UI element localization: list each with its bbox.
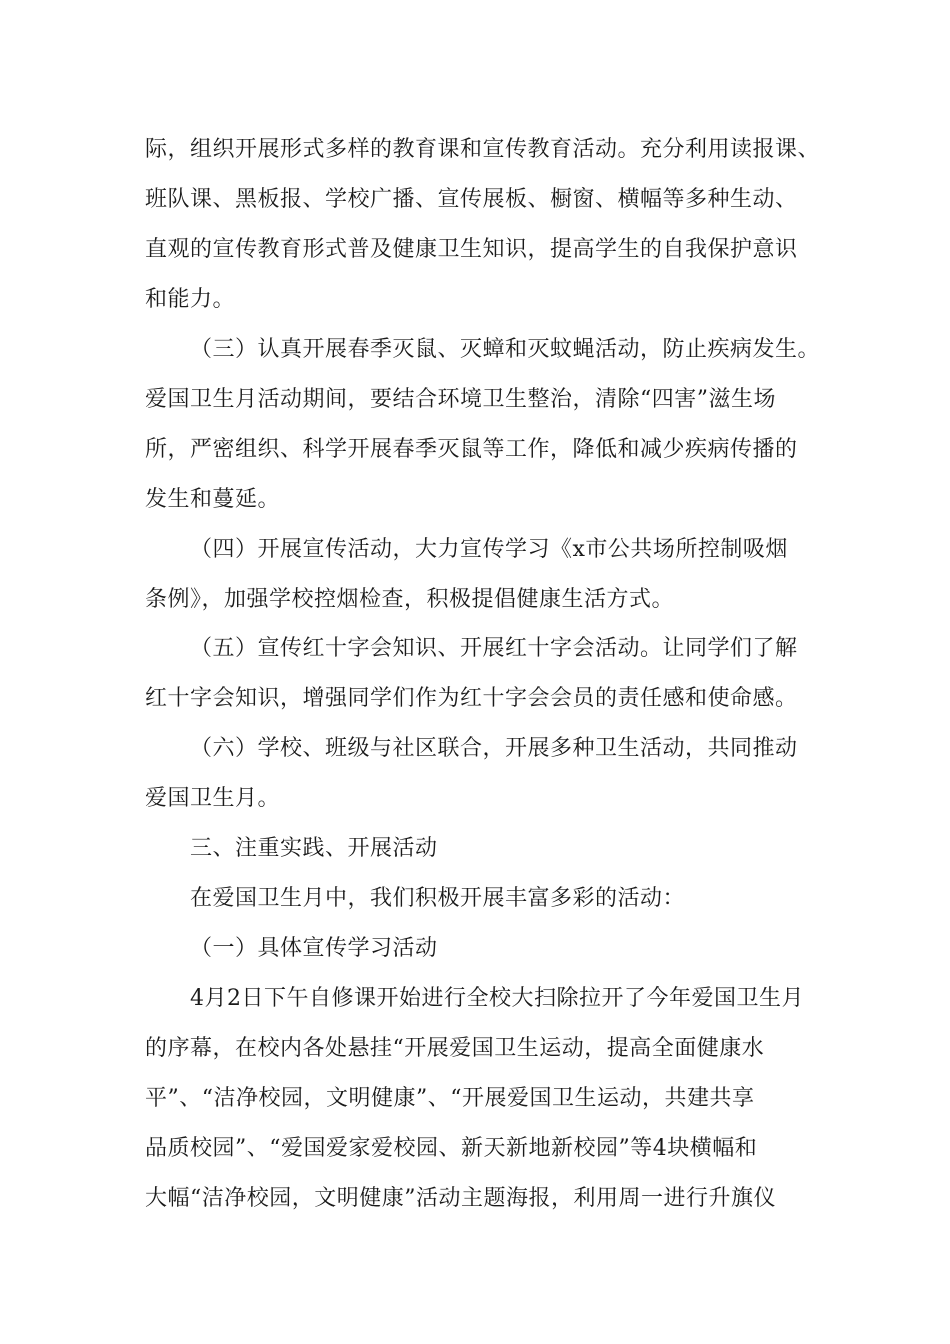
text-line: 条例》，加强学校控烟检查，积极提倡健康生活方式。 bbox=[145, 587, 675, 612]
text-line: 和能力。 bbox=[145, 287, 236, 312]
paragraph-heading-4: （四）开展宣传活动，大力宣传学习《x市公共场所控制吸烟 bbox=[190, 537, 788, 562]
text-line: 品质校园”、“爱国爱家爱校园、新天新地新校园”等4块横幅和 bbox=[145, 1136, 758, 1161]
paragraph-heading-6: （六）学校、班级与社区联合，开展多种卫生活动，共同推动 bbox=[190, 736, 798, 761]
subsection-heading: （一）具体宣传学习活动 bbox=[190, 936, 438, 961]
text-line: 所，严密组织、科学开展春季灭鼠等工作，降低和减少疾病传播的 bbox=[145, 437, 798, 462]
text-line: 直观的宣传教育形式普及健康卫生知识，提高学生的自我保护意识 bbox=[145, 237, 798, 262]
text-line: 爱国卫生月活动期间，要结合环境卫生整治，清除“四害”滋生场 bbox=[145, 387, 776, 412]
paragraph-heading-5: （五）宣传红十字会知识、开展红十字会活动。让同学们了解 bbox=[190, 636, 798, 661]
text-line: 爱国卫生月。 bbox=[145, 786, 281, 811]
section-heading: 三、注重实践、开展活动 bbox=[190, 836, 438, 861]
paragraph-heading-3: （三）认真开展春季灭鼠、灭蟑和灭蚊蝇活动，防止疾病发生。 bbox=[190, 337, 821, 362]
text-line: 4月2日下午自修课开始进行全校大扫除拉开了今年爱国卫生月 bbox=[190, 986, 804, 1011]
text-line: 平”、“洁净校园，文明健康”、“开展爱国卫生运动，共建共享 bbox=[145, 1086, 755, 1111]
text-line: 班队课、黑板报、学校广播、宣传展板、橱窗、横幅等多种生动、 bbox=[145, 187, 798, 212]
text-line: 大幅“洁净校园，文明健康”活动主题海报，利用周一进行升旗仪 bbox=[145, 1186, 776, 1211]
text-line: 际，组织开展形式多样的教育课和宣传教育活动。充分利用读报课、 bbox=[145, 137, 821, 162]
text-line: 的序幕，在校内各处悬挂“开展爱国卫生运动，提高全面健康水 bbox=[145, 1036, 765, 1061]
text-line: 发生和蔓延。 bbox=[145, 487, 281, 512]
text-line: 在爱国卫生月中，我们积极开展丰富多彩的活动： bbox=[190, 886, 686, 911]
text-line: 红十字会知识，增强同学们作为红十字会会员的责任感和使命感。 bbox=[145, 686, 798, 711]
